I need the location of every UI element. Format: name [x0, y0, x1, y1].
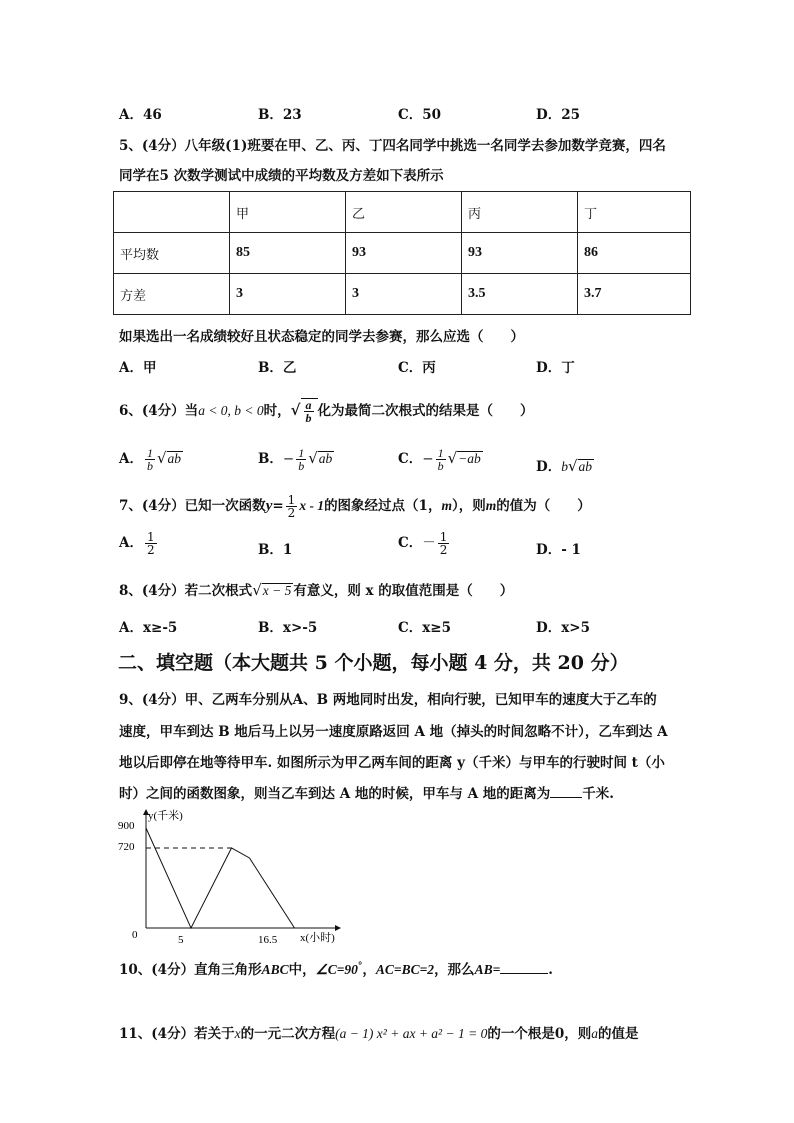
radicand: ab — [578, 459, 593, 474]
q11-equation: (a − 1) x² + ax + a² − 1 = 0 — [335, 1026, 488, 1041]
table-header-cell: 乙 — [346, 192, 462, 233]
radical-icon: √ — [447, 449, 458, 467]
table-header-row — [114, 192, 691, 233]
q7-suffix-3: 的值为（ ） — [496, 498, 591, 514]
q7-var-m: m — [441, 498, 452, 513]
q7-option-d — [536, 538, 581, 558]
q7-var-m: m — [485, 498, 497, 513]
y-tick-label-720: 720 — [118, 841, 135, 853]
option-value: 1 — [282, 542, 293, 558]
origin-tick-label: 0 — [132, 929, 138, 941]
q8-option-d: D．x>5 — [536, 620, 590, 636]
section-2-title: 二、填空题（本大题共 5 个小题，每小题 4 分，共 20 分） — [118, 652, 629, 674]
table-cell: 3 — [230, 274, 346, 315]
q7-prefix: 7、(4分）已知一次函数 — [119, 498, 266, 514]
table-row — [114, 233, 691, 274]
q9-line-2: 速度，甲车到达 B 地后马上以另一速度原路返回 A 地（掉头的时间忽略不计），乙车到达 A — [119, 724, 668, 740]
q6-option-a — [119, 447, 183, 472]
q6-mid: 时， — [263, 403, 291, 419]
q11-mid: 的一元二次方程 — [240, 1026, 336, 1042]
q5-score-table — [113, 191, 691, 315]
prev-option-c: C．50 — [398, 107, 442, 123]
q6-prefix: 6、(4分）当 — [119, 403, 199, 419]
x-tick-label-5: 5 — [178, 934, 184, 946]
q6-option-d — [536, 455, 594, 475]
y-axis-label: y(千米) — [148, 810, 183, 822]
option-label: A． — [119, 535, 143, 551]
q9-line-4 — [119, 782, 614, 802]
q10-ab: AB= — [474, 962, 501, 977]
x-tick-label-16-5: 16.5 — [258, 934, 278, 946]
radicand: −ab — [458, 451, 481, 466]
table-cell: 3.5 — [462, 274, 578, 315]
q6-option-c — [398, 447, 483, 472]
question-10 — [119, 958, 553, 978]
q9-line-1: 9、(4分）甲、乙两车分别从A、B 两地同时出发，相向行驶，已知甲车的速度大于乙车的 — [119, 692, 657, 708]
q7-rest: x - 1 — [299, 498, 325, 513]
fraction-denominator: b — [146, 459, 153, 473]
table-cell: 3.7 — [578, 274, 691, 315]
q6-rad-denominator: b — [305, 411, 312, 425]
option-label: B． — [258, 542, 283, 558]
prev-option-b: B．23 — [258, 107, 302, 123]
q10-mid-1: 中， — [288, 962, 316, 978]
x-axis-label: x(小时) — [300, 932, 335, 944]
option-label: B． — [258, 451, 283, 467]
radical-icon: √ — [252, 581, 262, 599]
radical-icon: √ — [567, 457, 578, 475]
fraction-numerator: 1 — [437, 446, 444, 460]
q8-option-c: C．x≥5 — [398, 620, 451, 636]
fraction-numerator: 1 — [146, 530, 155, 544]
option-label: D． — [536, 459, 562, 475]
answer-blank[interactable] — [550, 797, 582, 798]
fraction-numerator: 1 — [146, 446, 153, 460]
table-header-cell — [114, 192, 230, 233]
q7-option-c — [398, 531, 451, 556]
table-cell: 方差 — [114, 274, 230, 315]
q8-suffix: 有意义，则 x 的取值范围是（ ） — [293, 583, 514, 599]
fraction-denominator: 2 — [439, 543, 448, 557]
q6-rad-numerator: a — [305, 398, 312, 412]
q5-line-1: 5、(4分）八年级(1)班要在甲、乙、丙、丁四名同学中挑选一名同学去参加数学竞赛，四名 — [119, 138, 666, 154]
table-cell: 平均数 — [114, 233, 230, 274]
q10-period: . — [548, 962, 553, 978]
answer-blank[interactable] — [500, 973, 548, 974]
fraction-numerator: 1 — [298, 446, 305, 460]
radicand: ab — [167, 451, 182, 466]
option-coefficient: b — [561, 459, 568, 474]
fraction-denominator: 2 — [287, 506, 296, 520]
q11-prefix: 11、(4分）若关于 — [119, 1026, 235, 1042]
q6-stem — [119, 393, 534, 428]
q5-option-c: C．丙 — [398, 360, 436, 376]
fraction-numerator: 1 — [439, 530, 448, 544]
q7-stem — [119, 494, 591, 519]
option-label: D． — [536, 542, 562, 558]
series-distance-line — [146, 828, 295, 928]
option-label: C． — [398, 451, 423, 467]
option-label: A． — [119, 451, 143, 467]
fraction-numerator: 1 — [287, 493, 296, 507]
degree-icon: ° — [357, 961, 363, 972]
option-sign: − — [422, 451, 434, 467]
fraction-denominator: b — [437, 459, 444, 473]
q7-option-b — [258, 538, 292, 558]
fraction-denominator: b — [298, 459, 305, 473]
y-tick-label-900: 900 — [118, 820, 135, 832]
q8-stem — [119, 579, 513, 599]
q5-option-d: D．丁 — [536, 360, 575, 376]
table-cell: 3 — [346, 274, 462, 315]
option-sign: − — [282, 451, 295, 467]
prev-option-a: A．46 — [119, 107, 162, 123]
q9-distance-chart — [108, 806, 368, 954]
option-sign: － — [422, 535, 436, 551]
prev-option-d: D．25 — [536, 107, 580, 123]
q5-option-a: A．甲 — [119, 360, 157, 376]
table-cell: 93 — [346, 233, 462, 274]
table-cell: 85 — [230, 233, 346, 274]
q6-suffix: 化为最简二次根式的结果是（ ） — [317, 403, 534, 419]
q8-prefix: 8、(4分）若二次根式 — [119, 583, 253, 599]
q10-sides: AC=BC=2 — [375, 962, 435, 977]
q7-suffix-2: ），则 — [451, 498, 486, 514]
question-11 — [119, 1022, 638, 1042]
q11-suffix-1: 的一个根是0，则 — [487, 1026, 592, 1042]
q8-option-a: A．x≥-5 — [119, 620, 178, 636]
table-row — [114, 274, 691, 315]
q5-question: 如果选出一名成绩较好且状态稳定的同学去参赛，那么应选（ ） — [119, 329, 524, 345]
q8-radicand: x − 5 — [262, 583, 292, 598]
table-header-cell: 丁 — [578, 192, 691, 233]
table-header-cell: 甲 — [230, 192, 346, 233]
q11-var-x: x — [234, 1026, 241, 1041]
fraction-denominator: 2 — [146, 543, 155, 557]
radical-icon: √ — [290, 401, 301, 419]
q9-line-4b: 千米. — [582, 786, 614, 802]
q11-var-a: a — [591, 1026, 598, 1041]
q7-option-a — [119, 531, 159, 556]
q11-suffix-2: 的值是 — [597, 1026, 639, 1042]
q6-radical — [301, 398, 318, 424]
q7-var-y: y — [265, 498, 273, 514]
radicand: ab — [318, 451, 333, 466]
q6-condition: a < 0, b < 0 — [198, 403, 264, 418]
q7-equals: = — [272, 498, 284, 514]
option-value: - 1 — [561, 542, 581, 558]
q10-comma: ， — [362, 962, 376, 978]
q6-option-b — [258, 447, 334, 472]
q9-line-3: 地以后即停在地等待甲车. 如图所示为甲乙两车间的距离 y（千米）与甲车的行驶时间 t（小 — [119, 755, 665, 771]
radical-icon: √ — [308, 449, 318, 467]
q10-prefix: 10、(4分）直角三角形 — [119, 962, 262, 978]
q5-option-b: B．乙 — [258, 360, 297, 376]
q10-angle: ∠C=90 — [315, 962, 358, 977]
option-label: C． — [398, 535, 423, 551]
q7-suffix-1: 的图象经过点（1， — [324, 498, 442, 514]
q10-mid-2: ，那么 — [434, 962, 475, 978]
table-cell: 86 — [578, 233, 691, 274]
radical-icon: √ — [156, 449, 167, 467]
q8-option-b: B．x>-5 — [258, 620, 318, 636]
table-header-cell: 丙 — [462, 192, 578, 233]
table-cell: 93 — [462, 233, 578, 274]
q9-line-4a: 时）之间的函数图象，则当乙车到达 A 地的时候，甲车与 A 地的距离为 — [119, 786, 551, 802]
q10-triangle: ABC — [261, 962, 289, 977]
q5-line-2: 同学在5 次数学测试中成绩的平均数及方差如下表所示 — [119, 168, 444, 184]
